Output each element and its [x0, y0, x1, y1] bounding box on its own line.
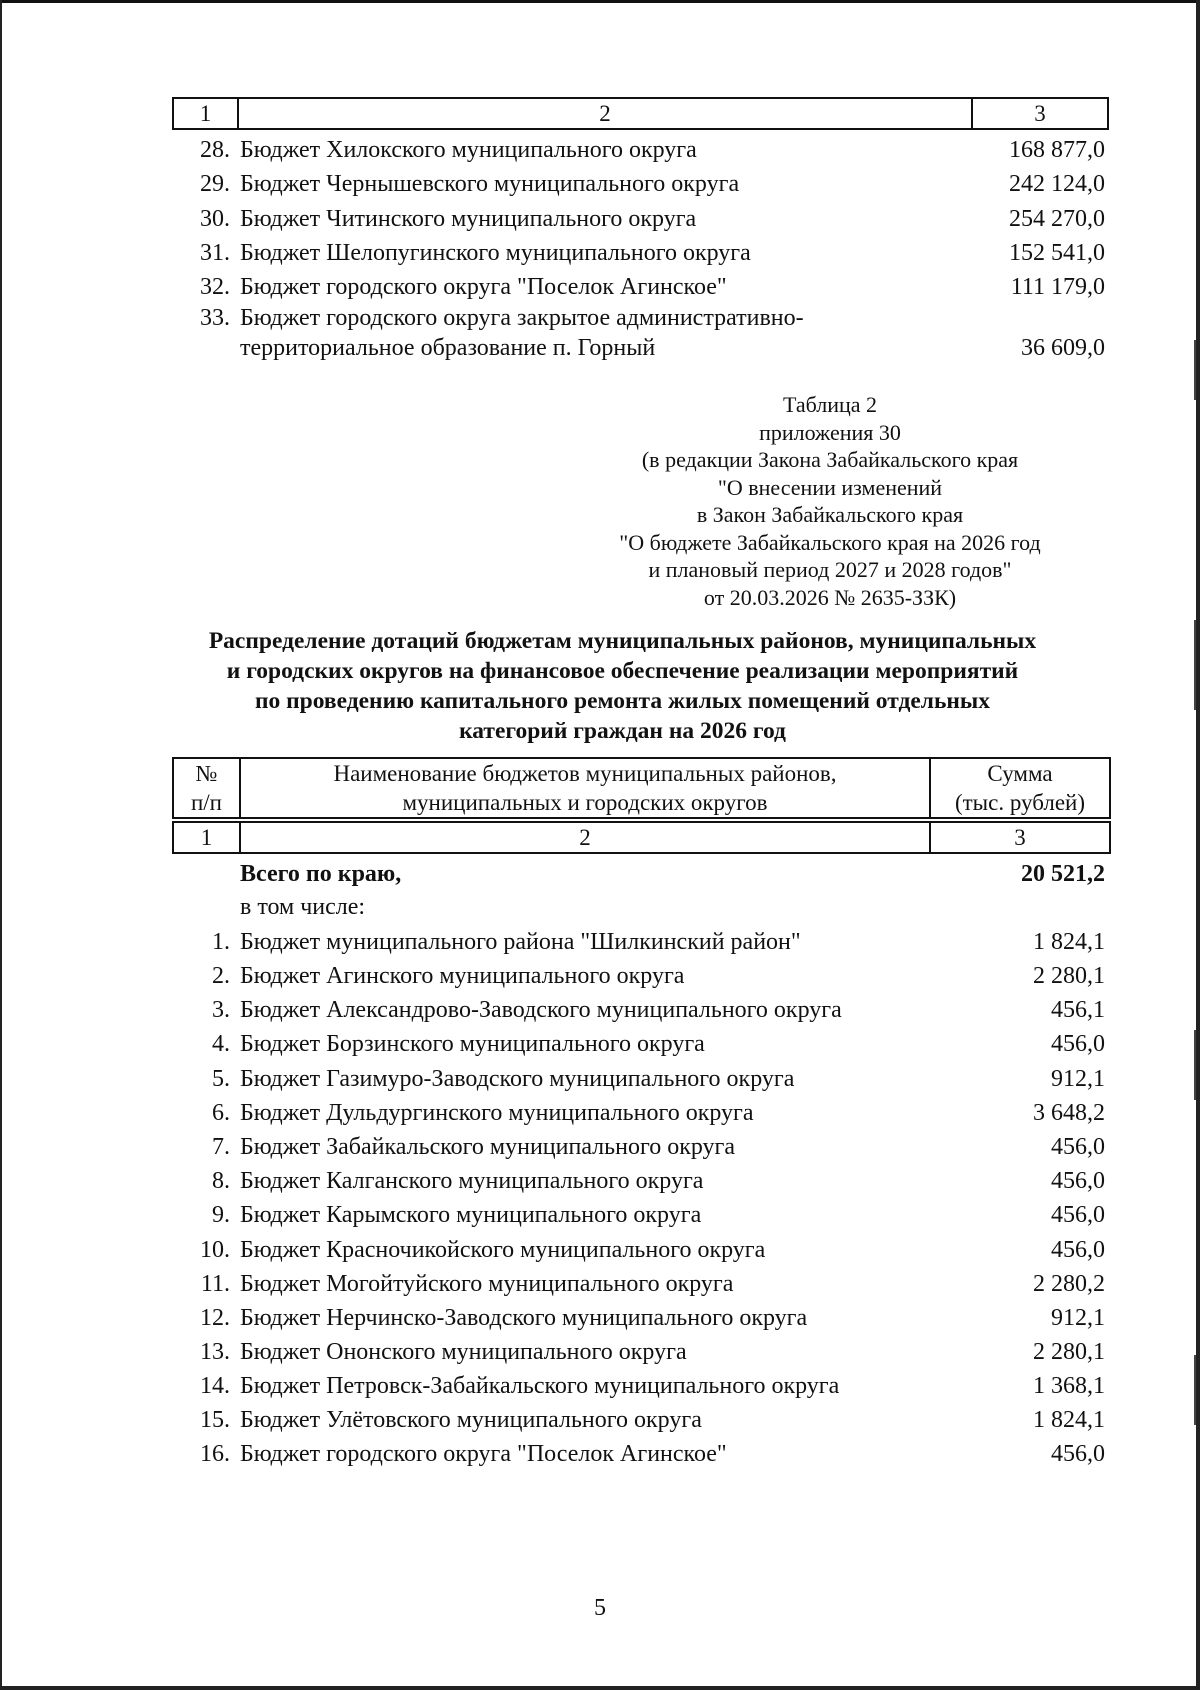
row-number: 9.: [212, 1202, 230, 1228]
row-name: Бюджет Петровск-Забайкальского муниципального округа: [240, 1373, 840, 1399]
row-number: 2.: [212, 963, 230, 989]
header-number: № п/п: [190, 761, 222, 815]
row-value: 1 824,1: [1033, 1407, 1105, 1433]
row-name: Бюджет Улётовского муниципального округа: [240, 1407, 702, 1433]
table-row: [172, 1269, 1109, 1299]
row-value: 3 648,2: [1033, 1100, 1105, 1126]
row-value: 456,0: [1051, 1237, 1105, 1263]
table-row: [172, 1166, 1109, 1196]
row-name: Бюджет Агинского муниципального округа: [240, 963, 685, 989]
table-row: [172, 272, 1109, 302]
caption-line: (в редакции Закона Забайкальского края: [641, 447, 1019, 472]
row-number: 7.: [212, 1134, 230, 1160]
page-number: 5: [594, 1595, 606, 1621]
total-value: 20 521,2: [1021, 861, 1105, 887]
row-name: Бюджет Ононского муниципального округа: [240, 1339, 687, 1365]
including-label: в том числе:: [240, 894, 366, 920]
table2-header: [172, 757, 1111, 819]
header-amount: Сумма (тыс. рублей): [929, 759, 1109, 817]
row-value: 912,1: [1051, 1305, 1105, 1331]
table-row: [172, 1235, 1109, 1265]
caption-line: Таблица 2: [782, 392, 878, 417]
row-number: 16.: [200, 1441, 230, 1467]
row-value: 456,0: [1051, 1031, 1105, 1057]
row-value: 456,0: [1051, 1134, 1105, 1160]
row-value: 2 280,1: [1033, 963, 1105, 989]
row-value: 1 368,1: [1033, 1373, 1105, 1399]
row-value: 456,0: [1051, 1168, 1105, 1194]
table2-column-numbers: [172, 821, 1111, 854]
table2-col-number-3: 3: [929, 823, 1109, 852]
table-row: [172, 961, 1109, 991]
table-row: [172, 1132, 1109, 1162]
row-number: 28.: [200, 137, 230, 163]
row-value: 456,0: [1051, 1202, 1105, 1228]
table-row: [172, 1439, 1109, 1469]
title-line: по проведению капитального ремонта жилых помещений отдельных: [254, 688, 991, 714]
row-name: Бюджет Читинского муниципального округа: [240, 206, 697, 232]
table-row: [172, 1029, 1109, 1059]
subtotal-note: [172, 892, 1109, 922]
caption-line: в Закон Забайкальского края: [696, 502, 964, 527]
header-budget-name: Наименование бюджетов муниципальных районов, муниципальных и городских округов: [239, 759, 929, 817]
row-name: Бюджет Александрово-Заводского муниципального округа: [240, 997, 842, 1023]
row-number: 14.: [200, 1373, 230, 1399]
row-name: Бюджет городского округа "Поселок Агинское": [240, 274, 727, 300]
row-name: Бюджет Калганского муниципального округа: [240, 1168, 704, 1194]
scan-edge-mark: [1194, 340, 1196, 400]
row-number: 1.: [212, 929, 230, 955]
table-row: [172, 1405, 1109, 1435]
table-row: [172, 204, 1109, 234]
row-name: Бюджет Чернышевского муниципального округа: [240, 171, 740, 197]
scan-border-top: [0, 0, 1200, 3]
title-line: категорий граждан на 2026 год: [459, 718, 786, 744]
row-value: 254 270,0: [1009, 206, 1105, 232]
table1-column-numbers: [172, 97, 1109, 130]
table2-col-number-2: 2: [239, 823, 929, 852]
row-value: 168 877,0: [1009, 137, 1105, 163]
row-number: 11.: [200, 1271, 230, 1297]
caption-line: "О бюджете Забайкальского края на 2026 год: [619, 529, 1041, 555]
table-row: [172, 1371, 1109, 1401]
table-row: [172, 303, 1109, 333]
table-row: [172, 1337, 1109, 1367]
table-row: [172, 238, 1109, 268]
row-number: 15.: [200, 1407, 230, 1433]
scan-edge-mark: [1194, 620, 1196, 710]
row-name: Бюджет муниципального района "Шилкинский район": [240, 929, 801, 955]
row-number: 30.: [200, 206, 230, 232]
row-number: 10.: [200, 1237, 230, 1263]
row-name: Бюджет Могойтуйского муниципального округа: [240, 1271, 734, 1297]
row-value: 456,0: [1051, 1441, 1105, 1467]
row-name: Бюджет городского округа "Поселок Агинское": [240, 1441, 727, 1467]
caption-line: "О внесении изменений: [717, 474, 943, 500]
row-name: Бюджет Борзинского муниципального округа: [240, 1031, 705, 1057]
row-value: 242 124,0: [1009, 171, 1105, 197]
title-line: Распределение дотаций бюджетам муниципальных районов, муниципальных: [208, 628, 1037, 654]
row-value: 36 609,0: [1021, 335, 1105, 361]
row-number: 12.: [200, 1305, 230, 1331]
row-value: 912,1: [1051, 1066, 1105, 1092]
row-name: Бюджет городского округа закрытое административно-: [240, 305, 804, 331]
table-row: [172, 1098, 1109, 1128]
row-name: Бюджет Карымского муниципального округа: [240, 1202, 702, 1228]
row-name: Бюджет Красночикойского муниципального округа: [240, 1237, 766, 1263]
total-label: Всего по краю,: [240, 861, 402, 887]
table-caption: [560, 391, 1100, 611]
row-number: 5.: [212, 1066, 230, 1092]
scan-border-right: [1196, 0, 1200, 1690]
table2-col-number-1: 1: [200, 824, 213, 850]
scan-edge-mark: [1194, 1355, 1196, 1425]
row-value: 1 824,1: [1033, 929, 1105, 955]
table-row-continuation: [172, 333, 1109, 363]
row-name: Бюджет Газимуро-Заводского муниципального округа: [240, 1066, 795, 1092]
row-value: 111 179,0: [1010, 274, 1105, 300]
table-row: [172, 169, 1109, 199]
row-number: 4.: [212, 1031, 230, 1057]
row-number: 3.: [212, 997, 230, 1023]
table-row: [172, 995, 1109, 1025]
row-value: 152 541,0: [1009, 240, 1105, 266]
row-number: 13.: [200, 1339, 230, 1365]
scan-edge-mark: [1194, 1030, 1196, 1100]
table-row: [172, 927, 1109, 957]
scan-border-bottom: [0, 1686, 1200, 1690]
total-row: [172, 859, 1109, 889]
row-number: 29.: [200, 171, 230, 197]
row-name: Бюджет Хилокского муниципального округа: [240, 137, 697, 163]
table1-col-number-1: 1: [199, 100, 212, 126]
title-line: и городских округов на финансовое обеспечение реализации мероприятий: [226, 658, 1019, 684]
document-title: [130, 626, 1115, 746]
table-row: [172, 1200, 1109, 1230]
row-number: 6.: [212, 1100, 230, 1126]
row-value: 2 280,2: [1033, 1271, 1105, 1297]
caption-line: и плановый период 2027 и 2028 годов": [648, 557, 1012, 582]
table1-col-number-2: 2: [237, 99, 971, 128]
table-row: [172, 135, 1109, 165]
row-name: территориальное образование п. Горный: [240, 335, 656, 361]
table-row: [172, 1303, 1109, 1333]
table1-col-number-3: 3: [971, 99, 1107, 128]
row-name: Бюджет Забайкальского муниципального округа: [240, 1134, 736, 1160]
row-number: 31.: [200, 240, 230, 266]
table-row: [172, 1064, 1109, 1094]
row-number: 33.: [200, 305, 230, 331]
caption-line: от 20.03.2026 № 2635-ЗЗК): [703, 584, 957, 610]
row-value: 2 280,1: [1033, 1339, 1105, 1365]
scan-border-left: [0, 0, 2, 1690]
caption-line: приложения 30: [759, 419, 901, 445]
row-number: 8.: [212, 1168, 230, 1194]
row-value: 456,1: [1051, 997, 1105, 1023]
row-number: 32.: [200, 274, 230, 300]
row-name: Бюджет Нерчинско-Заводского муниципального округа: [240, 1305, 808, 1331]
row-name: Бюджет Шелопугинского муниципального округа: [240, 240, 751, 266]
row-name: Бюджет Дульдургинского муниципального округа: [240, 1100, 754, 1126]
